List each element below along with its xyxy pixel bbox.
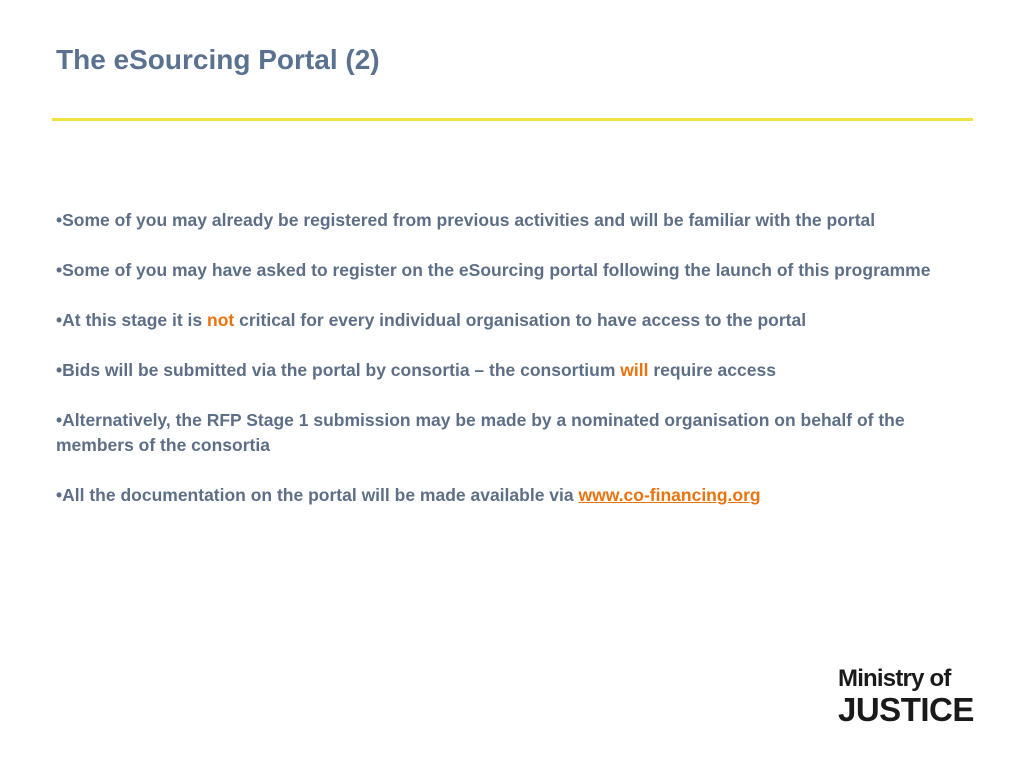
bullet-text: •Alternatively, the RFP Stage 1 submission may be made by a nominated organisation on behalf of the members of the consortia	[56, 410, 905, 455]
bullet-list	[56, 208, 976, 533]
bullet-item	[56, 208, 976, 233]
co-financing-link[interactable]: www.co-financing.org	[578, 485, 761, 505]
bullet-item	[56, 358, 976, 383]
title-divider	[52, 118, 973, 121]
bullet-text: •Some of you may have asked to register on the eSourcing portal following the launch of this programme	[56, 260, 931, 280]
bullet-text: require access	[648, 360, 776, 380]
ministry-of-justice-logo	[838, 665, 974, 728]
bullet-text: •All the documentation on the portal will be made available via	[56, 485, 579, 505]
bullet-text: critical for every individual organisation to have access to the portal	[234, 310, 807, 330]
bullet-item	[56, 308, 976, 333]
bullet-text: •Some of you may already be registered from previous activities and will be familiar with the portal	[56, 210, 876, 230]
slide-title: The eSourcing Portal (2)	[56, 44, 380, 75]
logo-line-justice: JUSTICE	[838, 691, 974, 728]
bullet-text: •At this stage it is	[56, 310, 208, 330]
emphasis-not: not	[207, 310, 235, 330]
bullet-text: •Bids will be submitted via the portal by consortia – the consortium	[56, 360, 621, 380]
bullet-item	[56, 483, 976, 508]
bullet-item	[56, 408, 976, 458]
emphasis-will: will	[620, 360, 649, 380]
bullet-item	[56, 258, 976, 283]
logo-line-ministry: Ministry of	[838, 665, 951, 692]
